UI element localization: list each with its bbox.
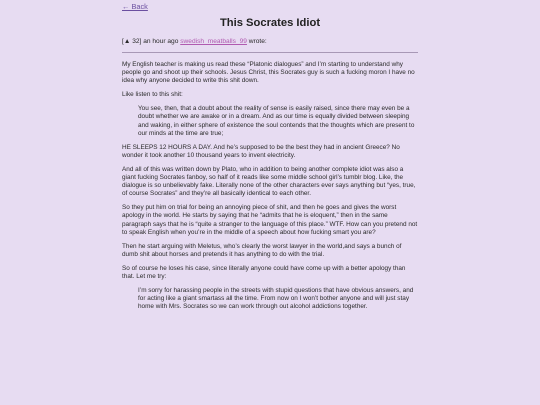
wrote-label: wrote: (246, 38, 267, 45)
divider (122, 52, 418, 53)
quote-block: You see, then, that a doubt about the reality of sense is easily raised, since there may even be a doubt whether we are awake or in a dream. And as our time is equally divided between sleeping and waking, in either sphere of existence the soul contends that the thoughts which are present to our minds at the time are true; (138, 105, 415, 137)
quote-block: I’m sorry for harassing people in the streets with stupid questions that have obvious answers, and for acting like a giant smartass all the time. From now on I won’t bother anyone and will just stay home with Mrs. Socrates so we can work through out alcohol addictions together. (138, 287, 414, 311)
post-meta (122, 38, 267, 46)
author-link[interactable]: swedish_meatballs_99 (180, 38, 247, 45)
paragraph: My English teacher is making us read these “Platonic dialogues” and I’m starting to understand why people go and shoot up their schools. Jesus Christ, this Socrates guy is such a fucking moron I have no idea why anyone decided to write this shit down. (122, 61, 415, 85)
paragraph: So of course he loses his case, since literally anyone could have come up with a better apology than that. Let me try: (122, 264, 406, 280)
paragraph: Like listen to this shit: (122, 91, 183, 99)
vote-score[interactable]: [▲ 32] (122, 38, 142, 45)
paragraph: And all of this was written down by Plato, who in addition to being another complete idiot was also a giant fucking Socrates fanboy, so half of it reads like some middle school girl’s tumblr blog. Like, the dialogue is so unbelievably fake. Literally none of the other characters ever says anything but “yes, true, of course Socrates” and they’re all basically identical to each other. (122, 165, 416, 198)
paragraph: So they put him on trial for being an annoying piece of shit, and then he goes and gives the worst apology in the world. He starts by saying that he “admits that he is eloquent,” then in the same paragraph says that he is “quite a stranger to the language of this place.” WTF. How can you pretend not to speak English when you’re in the middle of a speech about how fucking smart you are? (122, 204, 418, 236)
post-time: an hour ago (141, 38, 181, 45)
page-title: This Socrates Idiot (219, 17, 321, 29)
back-link[interactable]: ← Back (122, 2, 148, 11)
paragraph: Then he start arguing with Meletus, who’s clearly the worst lawyer in the world,and says a bunch of dumb shit about horses and pretends it has anything to do with the trial. (122, 242, 402, 258)
paragraph: HE SLEEPS 12 HOURS A DAY. And he’s supposed to be the best they had in ancient Greece? No wonder it took another 10 thousand years to invent electricity. (122, 143, 400, 159)
post-body (122, 61, 418, 317)
